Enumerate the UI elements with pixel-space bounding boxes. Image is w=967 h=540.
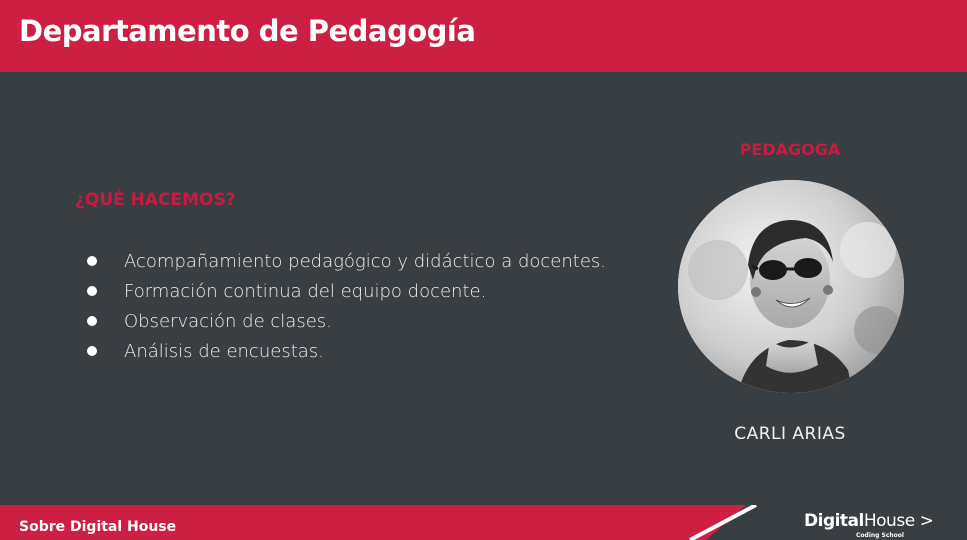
portrait-illustration: [678, 180, 904, 393]
list-item: [86, 306, 606, 336]
list-item: [86, 246, 606, 276]
bullet-icon: [87, 286, 97, 296]
list-item: [86, 276, 606, 306]
section-heading: ¿QUÉ HACEMOS?: [75, 190, 236, 210]
list-item-text: Observación de clases.: [124, 310, 332, 332]
brand-name-bold: Digital: [804, 511, 864, 531]
footer-text: Sobre Digital House: [19, 519, 177, 535]
brand-subtitle: Coding School: [856, 532, 904, 539]
bullet-icon: [87, 316, 97, 326]
brand-name-light: House: [863, 511, 915, 531]
brand-arrow: >: [919, 511, 934, 531]
footer-bar: [0, 505, 967, 540]
bullet-icon: [87, 256, 97, 266]
header-bar: [0, 0, 967, 72]
page-title: Departamento de Pedagogía: [19, 14, 476, 48]
profile-photo: [678, 180, 904, 393]
list-item-text: Análisis de encuestas.: [124, 340, 324, 362]
role-label: PEDAGOGA: [739, 140, 841, 159]
list-item-text: Acompañamiento pedagógico y didáctico a docentes.: [124, 250, 606, 272]
list-item: [86, 336, 606, 366]
brand-logo: [804, 511, 934, 539]
person-name: CARLI ARIAS: [734, 424, 846, 444]
activities-list: [86, 246, 606, 366]
list-item-text: Formación continua del equipo docente.: [124, 280, 487, 302]
bullet-icon: [87, 346, 97, 356]
